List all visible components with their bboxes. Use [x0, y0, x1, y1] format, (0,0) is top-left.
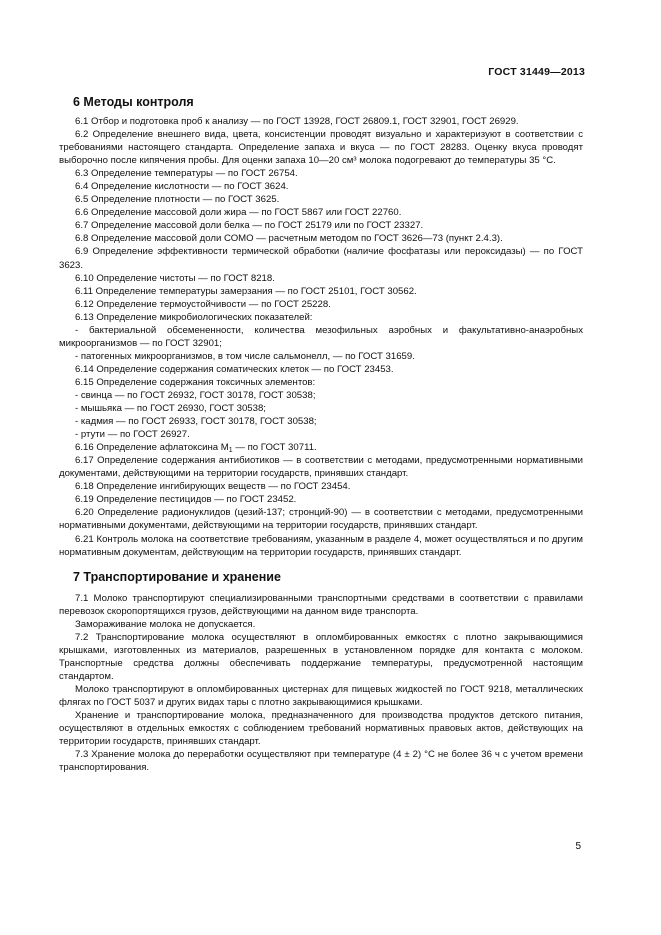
- page-content: [59, 94, 583, 774]
- paragraph: 6.19 Определение пестицидов — по ГОСТ 23452.: [75, 494, 297, 506]
- paragraph: 6.14 Определение содержания соматических клеток — по ГОСТ 23453.: [75, 363, 394, 375]
- paragraph: Молоко транспортируют в опломбированных цистернах для пищевых жидкостей по ГОСТ 9218, металлических флягах по ГОСТ 5037 и других видах тары с плотно закрывающимися крышками.: [59, 683, 583, 708]
- section-7-title: 7 Транспортирование и хранение: [73, 569, 281, 584]
- paragraph: 6.13 Определение микробиологических показателей:: [75, 311, 313, 323]
- paragraph: 6.21 Контроль молока на соответствие требованиям, указанным в разделе 4, может осуществляться и по другим нормативным документам, действующим на территории государств, принявших стандарт.: [59, 533, 583, 558]
- paragraph-aflatoxin: [59, 441, 583, 454]
- paragraph: 7.1 Молоко транспортируют специализированными транспортными средствами в соответствии с правилами перевозок скоропортящихся грузов, действующими на данном виде транспорта.: [59, 592, 583, 617]
- list-item: - свинца — по ГОСТ 26932, ГОСТ 30178, ГОСТ 30538;: [75, 389, 316, 401]
- paragraph: 6.7 Определение массовой доли белка — по ГОСТ 25179 или по ГОСТ 23327.: [75, 220, 424, 232]
- paragraph: 6.5 Определение плотности — по ГОСТ 3625.: [75, 194, 280, 206]
- paragraph: 6.6 Определение массовой доли жира — по ГОСТ 5867 или ГОСТ 22760.: [75, 207, 402, 219]
- paragraph: 6.12 Определение термоустойчивости — по ГОСТ 25228.: [75, 298, 331, 310]
- paragraph: 6.9 Определение эффективности термической обработки (наличие фосфатазы или пероксидазы) — по ГОСТ 3623.: [59, 246, 583, 271]
- section-6-title: 6 Методы контроля: [73, 95, 194, 109]
- list-item: - мышьяка — по ГОСТ 26930, ГОСТ 30538;: [75, 403, 266, 415]
- paragraph: 6.8 Определение массовой доли СОМО — расчетным методом по ГОСТ 3626—73 (пункт 2.4.3).: [75, 233, 503, 245]
- paragraph: 6.17 Определение содержания антибиотиков — в соответствии с методами, предусмотренными нормативными документами, действующими на территории государств, принявших стандарт.: [59, 455, 583, 480]
- page-number: 5: [575, 841, 581, 852]
- aflatoxin-gost: — по ГОСТ 30711.: [232, 442, 317, 454]
- paragraph: Замораживание молока не допускается.: [75, 618, 256, 630]
- paragraph: 6.20 Определение радионуклидов (цезий-137; стронций-90) — в соответствии с методами, предусмотренными нормативными документами, действующими на территории государств, принявших стандарт.: [59, 507, 583, 532]
- aflatoxin-text: 6.16 Определение афлатоксина М: [75, 442, 229, 454]
- paragraph: 6.15 Определение содержания токсичных элементов:: [75, 376, 316, 388]
- paragraph: 7.2 Транспортирование молока осуществляют в опломбированных емкостях с плотно закрывающимися крышками, изготовленных из материалов, разрешенных в установленном порядке для контакта с молоком. Транспортные средства должны обеспечивать поддержание температуры, предусмотренной настоящим стандартом.: [59, 631, 583, 682]
- paragraph: 6.4 Определение кислотности — по ГОСТ 3624.: [75, 181, 289, 193]
- list-item: - бактериальной обсемененности, количества мезофильных аэробных и факультативно-анаэробных микроорганизмов — по ГОСТ 32901;: [59, 324, 583, 349]
- paragraph: 7.3 Хранение молока до переработки осуществляют при температуре (4 ± 2) °С не более 36 ч с учетом времени транспортирования.: [59, 749, 583, 774]
- paragraph: 6.1 Отбор и подготовка проб к анализу — по ГОСТ 13928, ГОСТ 26809.1, ГОСТ 32901, ГОСТ 26929.: [75, 116, 519, 127]
- aflatoxin-subscript: 1: [228, 447, 233, 455]
- paragraph: 6.11 Определение температуры замерзания — по ГОСТ 25101, ГОСТ 30562.: [75, 285, 417, 297]
- paragraph: 6.10 Определение чистоты — по ГОСТ 8218.: [75, 272, 275, 284]
- paragraph: 6.18 Определение ингибирующих веществ — по ГОСТ 23454.: [75, 481, 351, 493]
- list-item: - кадмия — по ГОСТ 26933, ГОСТ 30178, ГОСТ 30538;: [75, 416, 317, 428]
- paragraph: 6.3 Определение температуры — по ГОСТ 26754.: [75, 168, 298, 180]
- paragraph: 6.2 Определение внешнего вида, цвета, консистенции проводят визуально и характеризуют в соответствии с требованиями настоящего стандарта. Определение запаха и вкуса — по ГОСТ 28283. Оценку вкуса проводят выборочно после кипячения пробы. Для оценки запаха 10—20 см³ молока подогревают до температуры 35 °С.: [59, 129, 583, 167]
- list-item: - ртути — по ГОСТ 26927.: [75, 429, 190, 441]
- document-code: ГОСТ 31449—2013: [488, 66, 585, 78]
- list-item: - патогенных микроорганизмов, в том числе сальмонелл, — по ГОСТ 31659.: [75, 350, 415, 362]
- paragraph: Хранение и транспортирование молока, предназначенного для производства продуктов детского питания, осуществляют в отдельных емкостях с соблюдением требований нормативных правовых актов, действующих на территории государств, принявших стандарт.: [59, 710, 583, 748]
